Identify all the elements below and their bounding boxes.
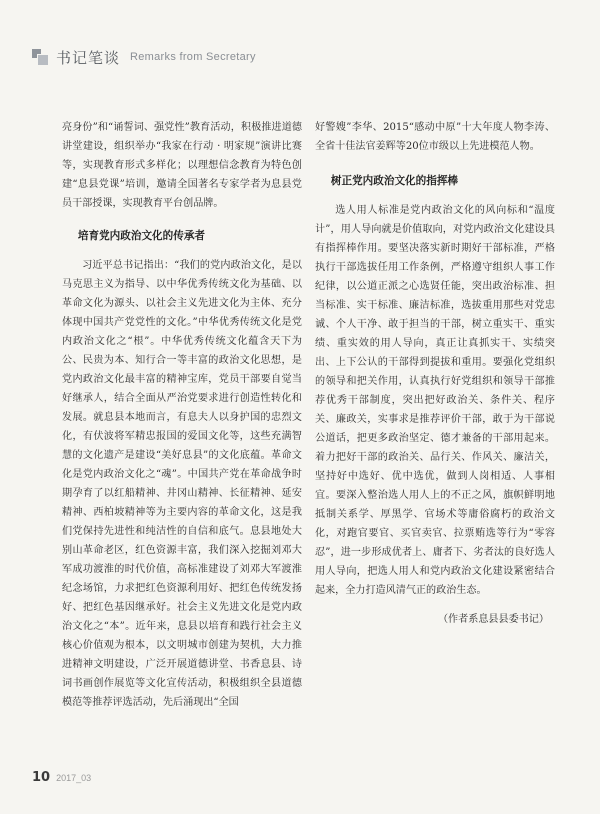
section-heading-1: 培育党内政治文化的传承者 <box>77 230 206 242</box>
body-paragraph-1: 习近平总书记指出：“我们的党内政治文化，是以马克思主义为指导、以中华优秀传统文化为基础、以革命文化为源头、以社会主义先进文化为主体、充分体现中国共产党党性的文化。”中华优秀传统文化是党内政治文化之“根”。中华优秀传统文化蕴含天下为公、民贵为本、知行合一等丰富的政治文化思想，是党内政治文化最丰富的精神宝库，党员干部要自觉当好继承人，结合全面从严治党要求进行创造性转化和发展。就息县本地而言，有息夫人以身护国的忠烈文化，有伏波将军精忠报国的爱国文化等，这些充满智慧的文化遗产是建设“美好息县”的文化底蕴。革命文化是党内政治文化之“魂”。中国共产党在革命战争时期孕育了以红船精神、井冈山精神、长征精神、延安精神、西柏坡精神等为主要内容的革命文化，这是我们党保持先进性和纯洁性的自信和底气。息县地处大别山革命老区，红色资源丰富，我们深入挖掘刘邓大军成功渡淮的时代价值，高标准建设了刘邓大军渡淮纪念场馆，力求把红色资源利用好、把红色传统发扬好、把红色基因继承好。社会主义先进文化是党内政治文化之“本”。近年来，息县以培育和践行社会主义核心价值观为根本，以文明城市创建为契机，大力推进精神文明建设，广泛开展道德讲堂、书香息县、诗词书画创作展览等文化宣传活动，积极组织全县道德模范等推荐评选活动，先后涌现出“全国 <box>62 260 302 708</box>
section-title-en: Remarks from Secretary <box>130 51 256 63</box>
section-header <box>32 46 256 68</box>
section-heading-2: 树正党内政治文化的指挥棒 <box>330 175 459 187</box>
section-logo-icon <box>32 49 48 65</box>
right-column <box>315 118 555 629</box>
intro-paragraph: 亮身份”和“诵誓词、强党性”教育活动，积极推进道德讲堂建设，组织举办“我家在行动 · 明家规”演讲比赛等，实现教育形式多样化；以理想信念教育为特色创建“息县党课”培训，邀请全国著名专家学者为息县党员干部授课，实现教育平台创品牌。 <box>62 122 302 209</box>
page-number: 10 <box>32 770 51 785</box>
author-signature: （作者系息县县委书记） <box>437 614 549 625</box>
left-column <box>62 118 302 712</box>
section-title-cn: 书记笔谈 <box>56 48 121 67</box>
continued-paragraph: 好警嫂”李华、2015“感动中原”十大年度人物李涛、全省十佳法官姜辉等20位市级以上先进模范人物。 <box>315 122 555 152</box>
page-footer <box>32 770 91 785</box>
body-paragraph-2: 选人用人标准是党内政治文化的风向标和“温度计”，用人导向就是价值取向，对党内政治文化建设具有指挥棒作用。要坚决落实新时期好干部标准，严格执行干部选拔任用工作条例，严格遵守组织人事工作纪律，以公道正派之心选贤任能，突出政治标准、担当标准、实干标准、廉洁标准，选拔重用那些对党忠诚、个人干净、敢于担当的干部，树立重实干、重实绩、重实效的用人导向，真正让真抓实干、实绩突出、上下公认的干部得到提拔和重用。要强化党组织的领导和把关作用，认真执行好党组织和领导干部推荐优秀干部制度，突出把好政治关、条件关、程序关、廉政关，实事求是推荐评价干部，敢于为干部说公道话，把更多政治坚定、德才兼备的干部用起来。着力把好干部的政治关、品行关、作风关、廉洁关，坚持好中选好、优中选优，做到人岗相适、人事相宜。要深入整治选人用人上的不正之风，旗帜鲜明地抵制关系学、厚黑学、官场术等庸俗腐朽的政治文化，对跑官要官、买官卖官、拉票贿选等行为“零容忍”，进一步形成优者上、庸者下、劣者汰的良好选人用人导向，把选人用人和党内政治文化建设紧密结合起来，全力打造风清气正的政治生态。 <box>315 205 555 596</box>
issue-label: 2017_03 <box>56 773 92 783</box>
